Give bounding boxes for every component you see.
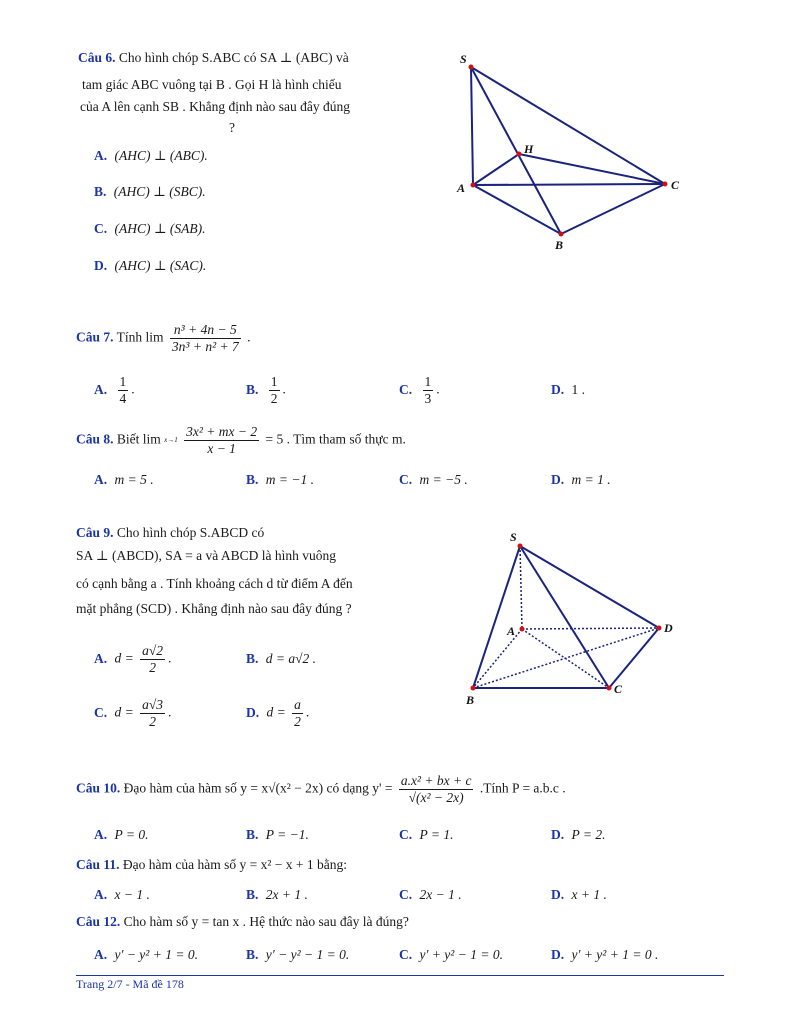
page-footer: Trang 2/7 - Mã đề 178 [76,977,184,991]
q12-option-b[interactable] [246,947,349,963]
q9-vertex-a: A [507,624,516,638]
q7-option-c-num: 1 [424,374,432,389]
q6-vertex-c: C [671,178,680,192]
q7-option-a-den: 4 [119,391,127,406]
q9-option-d-label: D. [246,704,260,720]
q9-vertex-s: S [510,530,517,544]
q9-option-c-label: C. [94,704,108,720]
q9-option-d-den: 2 [294,714,301,729]
q7-option-a-num: 1 [119,374,127,389]
q10-option-c-text: P = 1. [419,827,454,842]
q12-option-d-text: y′ + y² + 1 = 0 . [571,947,659,962]
q6-option-c-label: C. [94,221,108,236]
q9-option-a-num: a√2 [142,643,164,658]
q12-option-d[interactable] [551,947,658,963]
q7-option-d-label: D. [551,382,565,397]
q12-text: Cho hàm số y = tan x . Hệ thức nào sau đây là đúng? [123,914,409,929]
q6-line4: ? [229,120,235,135]
q7-option-c[interactable]: C. $\frac{1}{3}$ . [399,374,440,406]
q8-option-c-label: C. [399,472,413,487]
q8-option-b-label: B. [246,472,259,487]
q8-option-a-label: A. [94,472,108,487]
q12-option-b-text: y′ − y² − 1 = 0. [265,947,350,962]
q6-vertex-a: A [457,181,466,195]
q10-fraction [399,773,474,806]
q6-option-b-label: B. [94,184,107,199]
q6-vertex-s: S [460,52,467,66]
q12-option-c[interactable] [399,947,503,963]
q6-option-b-text: (AHC) ⊥ (SBC). [113,184,206,199]
q9-option-d-num: a [294,697,301,712]
q9-text-1: Cho hình chóp S.ABCD có [116,525,265,540]
q7-option-c-label: C. [399,381,413,397]
q12-option-c-text: y′ + y² − 1 = 0. [419,947,503,962]
q11-option-d-label: D. [551,887,565,902]
q7-option-a[interactable]: A. $\frac{1}{4}$ . [94,374,135,406]
q7-option-b-den: 2 [270,391,278,406]
q10-option-b-text: P = −1. [265,827,309,842]
q9-vertex-c: C [614,682,623,696]
q6-option-d-text: (AHC) ⊥ (SAC). [114,258,207,273]
q9-option-a-label: A. [94,650,108,666]
q7-option-c-den: 3 [424,391,432,406]
q9-option-a[interactable]: A. d = $\frac{a√2}{2}$ . [94,643,172,675]
q9-option-d-prefix: d = [266,704,286,720]
q8-option-b-text: m = −1 . [265,472,314,487]
q12-option-c-label: C. [399,947,413,962]
q10-option-c[interactable] [399,827,454,843]
q10-option-d-label: D. [551,827,565,842]
q8-suffix: = 5 . Tìm tham số thực m. [265,431,406,447]
q9-option-a-den: 2 [149,660,156,675]
q7-numerator: n³ + 4n − 5 [170,322,241,339]
q8-denominator: x − 1 [207,441,236,456]
q9-option-a-prefix: d = [114,650,134,666]
q10-option-c-label: C. [399,827,413,842]
q6-line2: tam giác ABC vuông tại B . Gọi H là hình chiếu [82,77,342,92]
q7-option-b-num: 1 [270,374,278,389]
q7-suffix: . [247,329,251,345]
q6-line3: của A lên cạnh SB . Khẳng định nào sau đây đúng [80,99,350,114]
q8-option-c-text: m = −5 . [419,472,468,487]
q6-vertex-b: B [555,238,564,252]
q9-option-b-text: d = a√2 . [265,651,317,666]
q9-option-d[interactable]: D. d = $\frac{a}{2}$ . [246,697,310,729]
q12-question [76,914,409,930]
q6-vertex-h: H [524,142,534,156]
q10-number: Câu 10. [76,780,121,796]
q12-option-b-label: B. [246,947,259,962]
q7-option-a-label: A. [94,381,108,397]
q11-option-a[interactable] [94,887,150,903]
q7-option-d-text: 1 . [571,382,585,397]
q12-option-a-text: y′ − y² + 1 = 0. [114,947,198,962]
q11-option-c-label: C. [399,887,413,902]
q12-option-a-label: A. [94,947,108,962]
q9-line4: mặt phẳng (SCD) . Khẳng định nào sau đây đúng ? [76,601,352,616]
q11-option-c-text: 2x − 1 . [419,887,462,902]
q6-option-a-label: A. [94,148,108,163]
q8-option-a-text: m = 5 . [114,472,154,487]
q11-number: Câu 11. [76,857,120,872]
q8-number: Câu 8. [76,431,114,447]
q11-option-a-label: A. [94,887,108,902]
q9-option-c[interactable]: C. d = $\frac{a√3}{2}$ . [94,697,172,729]
q7-prefix: Tính lim [116,329,164,345]
q6-option-a-text: (AHC) ⊥ (ABC). [114,148,208,163]
q8-option-d-text: m = 1 . [571,472,611,487]
q10-option-a[interactable] [94,827,149,843]
q9-number: Câu 9. [76,525,114,540]
q11-text: Đạo hàm của hàm số y = x² − x + 1 bằng: [122,857,347,872]
q10-option-d-text: P = 2. [571,827,606,842]
q6-option-c-text: (AHC) ⊥ (SAB). [114,221,206,236]
q8-lim-sub-text: x→1 [164,436,178,444]
q7-option-b[interactable]: B. $\frac{1}{2}$ . [246,374,286,406]
q10-option-b[interactable] [246,827,309,843]
q10-denominator: √(x² − 2x) [408,790,464,805]
q6-option-d-label: D. [94,258,108,273]
q10-numerator: a.x² + bx + c [400,773,472,788]
q7-number: Câu 7. [76,329,114,345]
q11-option-b-text: 2x + 1 . [265,887,308,902]
q11-option-c[interactable] [399,887,462,903]
q7-option-b-label: B. [246,381,259,397]
q9-option-b-label: B. [246,651,259,666]
q9-line3: có cạnh bằng a . Tính khoảng cách d từ điểm A đến [76,576,353,591]
q11-option-b-label: B. [246,887,259,902]
q11-option-b[interactable] [246,887,308,903]
q10-question [76,773,566,806]
q11-option-a-text: x − 1 . [114,887,150,902]
q8-prefix: Biết lim [116,431,161,447]
q8-option-d-label: D. [551,472,565,487]
q10-option-b-label: B. [246,827,259,842]
footer-divider [76,975,724,976]
q9-option-c-den: 2 [149,714,156,729]
q10-text-2: .Tính P = a.b.c . [479,780,566,796]
q8-numerator: 3x² + mx − 2 [186,424,258,439]
q12-option-a[interactable] [94,947,198,963]
q6-number: Câu 6. [78,50,116,65]
q9-option-c-num: a√3 [142,697,164,712]
q11-option-d[interactable] [551,887,607,903]
q9-vertex-b: B [466,693,475,707]
q6-text-1: Cho hình chóp S.ABC có SA ⊥ (ABC) và [118,50,349,65]
q10-option-d[interactable] [551,827,606,843]
q10-option-a-text: P = 0. [114,827,149,842]
q10-option-a-label: A. [94,827,108,842]
q11-question [76,857,347,873]
q12-number: Câu 12. [76,914,121,929]
q7-denominator: 3n³ + n² + 7 [171,339,239,354]
q9-option-c-prefix: d = [114,704,134,720]
q12-option-d-label: D. [551,947,565,962]
q9-vertex-d: D [664,621,673,635]
q9-line2: SA ⊥ (ABCD), SA = a và ABCD là hình vuông [76,548,336,563]
q10-text-1: Đạo hàm của hàm số y = x√(x² − 2x) có dạng y' = [123,780,393,796]
q11-option-d-text: x + 1 . [571,887,607,902]
